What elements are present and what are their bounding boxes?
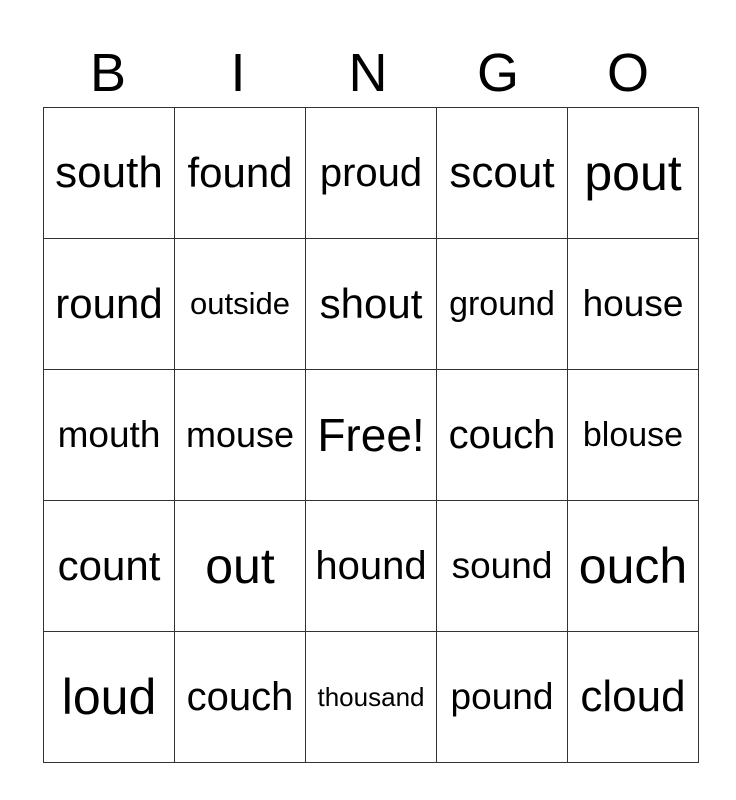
bingo-cell-4-2[interactable]: thousand xyxy=(306,632,437,763)
bingo-cell-3-2[interactable]: hound xyxy=(306,501,437,632)
bingo-cell-2-4[interactable]: blouse xyxy=(568,370,699,501)
free-space[interactable]: Free! xyxy=(306,370,437,501)
bingo-row xyxy=(44,632,699,763)
bingo-cell-3-4[interactable]: ouch xyxy=(568,501,699,632)
bingo-cell-0-4[interactable]: pout xyxy=(568,108,699,239)
bingo-cell-1-4[interactable]: house xyxy=(568,239,699,370)
bingo-cell-1-2[interactable]: shout xyxy=(306,239,437,370)
header-letter-i: I xyxy=(230,43,246,103)
header-letter-o: O xyxy=(606,43,649,103)
bingo-card xyxy=(43,107,699,763)
bingo-cell-2-1[interactable]: mouse xyxy=(175,370,306,501)
bingo-cell-1-0[interactable]: round xyxy=(44,239,175,370)
bingo-cell-4-3[interactable]: pound xyxy=(437,632,568,763)
bingo-cell-4-0[interactable]: loud xyxy=(44,632,175,763)
bingo-cell-0-2[interactable]: proud xyxy=(306,108,437,239)
header-letter-b: B xyxy=(89,43,127,103)
bingo-cell-2-0[interactable]: mouth xyxy=(44,370,175,501)
bingo-cell-3-0[interactable]: count xyxy=(44,501,175,632)
header-letter-n: N xyxy=(348,43,388,103)
bingo-cell-3-1[interactable]: out xyxy=(175,501,306,632)
bingo-cell-4-1[interactable]: couch xyxy=(175,632,306,763)
bingo-cell-1-1[interactable]: outside xyxy=(175,239,306,370)
bingo-cell-0-0[interactable]: south xyxy=(44,108,175,239)
header-letter-g: G xyxy=(476,43,519,103)
bingo-cell-3-3[interactable]: sound xyxy=(437,501,568,632)
bingo-row xyxy=(44,239,699,370)
bingo-cell-1-3[interactable]: ground xyxy=(437,239,568,370)
bingo-row xyxy=(44,370,699,501)
bingo-header xyxy=(43,40,693,106)
bingo-row xyxy=(44,108,699,239)
bingo-cell-0-3[interactable]: scout xyxy=(437,108,568,239)
bingo-cell-0-1[interactable]: found xyxy=(175,108,306,239)
bingo-cell-4-4[interactable]: cloud xyxy=(568,632,699,763)
bingo-row xyxy=(44,501,699,632)
bingo-cell-2-3[interactable]: couch xyxy=(437,370,568,501)
